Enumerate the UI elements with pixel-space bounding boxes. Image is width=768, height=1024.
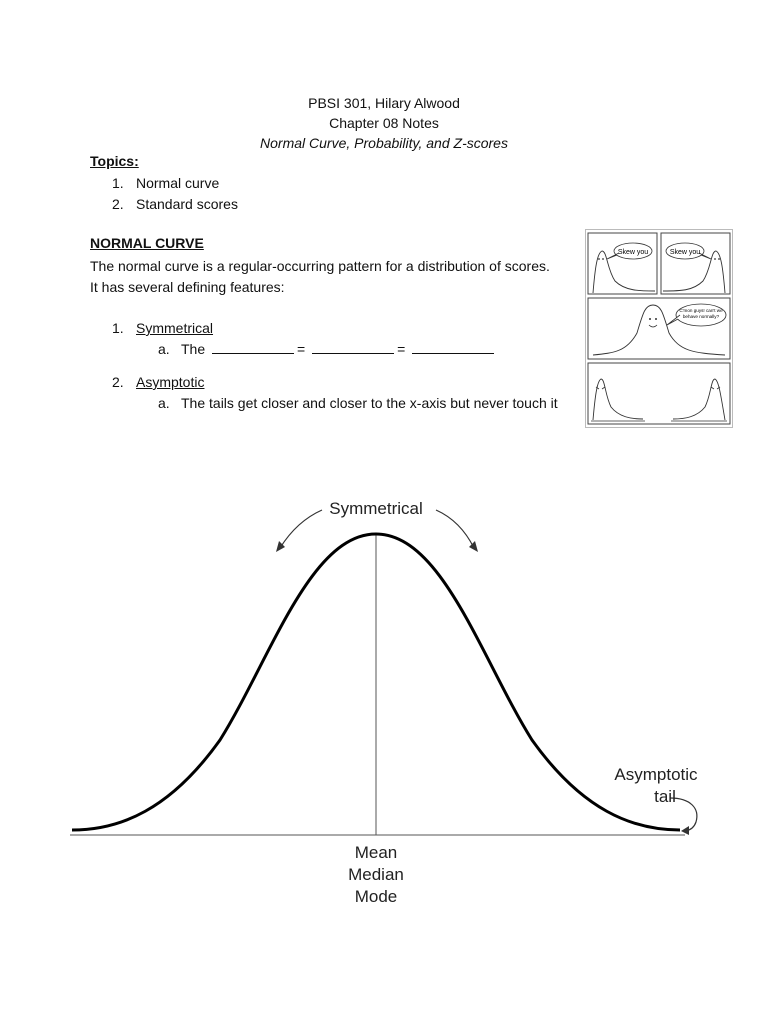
chapter-line: Chapter 08 Notes [329,115,439,131]
list-item-label: Standard scores [136,195,238,212]
document-header [0,93,768,153]
equals-sign: = [297,341,306,357]
comic-strip [585,229,733,428]
feature-asymptotic [112,372,204,392]
topics-heading: Topics: [90,153,139,169]
sub-text: The tails get closer and closer to the x-axis but never touch it [181,395,558,411]
feature-title: Asymptotic [136,374,205,390]
sub-text: The [181,341,206,357]
feature-asymptotic-sub [158,393,581,413]
comic-panel-3 [588,298,730,359]
fill-blank[interactable] [212,341,294,354]
tail-label: tail [654,787,676,806]
mean-label: Mean [354,843,398,862]
comic-bubble-text: Skew you [617,249,649,256]
sub-letter: a. [158,395,170,411]
equals-sign: = [397,341,406,357]
list-number: 2. [112,195,124,212]
list-number: 1. [112,175,124,191]
asymptotic-tail-label [600,764,712,808]
comic-panel-1 [588,233,657,294]
topics-list [112,173,238,214]
asymptotic-label: Asymptotic [614,765,698,784]
list-item [112,194,238,215]
center-labels [326,842,426,908]
median-label: Median [348,865,404,884]
fill-blank[interactable] [312,341,394,354]
comic-bubble-text: C'mon guys! can't we behave normally? [679,308,723,319]
subtitle-line: Normal Curve, Probability, and Z-scores [260,135,508,151]
comic-bubble-text: Skew you [669,249,701,256]
list-item-label: Normal curve [136,175,220,191]
feature-number: 1. [112,320,124,336]
sub-letter: a. [158,341,170,357]
symmetrical-label: Symmetrical [329,499,423,518]
feature-symmetrical-sub [158,339,497,359]
section-heading: NORMAL CURVE [90,235,204,251]
mode-label: Mode [354,887,398,906]
feature-title: Symmetrical [136,320,214,336]
intro-paragraph: The normal curve is a regular-occurring pattern for a distribution of scores. It has several defining features: [90,258,550,295]
normal-curve-figure [60,490,720,920]
feature-symmetrical [112,318,213,338]
list-item [112,173,238,194]
comic-panel-2 [661,233,730,294]
course-line: PBSI 301, Hilary Alwood [308,95,460,111]
feature-number: 2. [112,374,124,390]
fill-blank[interactable] [412,341,494,354]
comic-panel-4 [588,363,730,424]
